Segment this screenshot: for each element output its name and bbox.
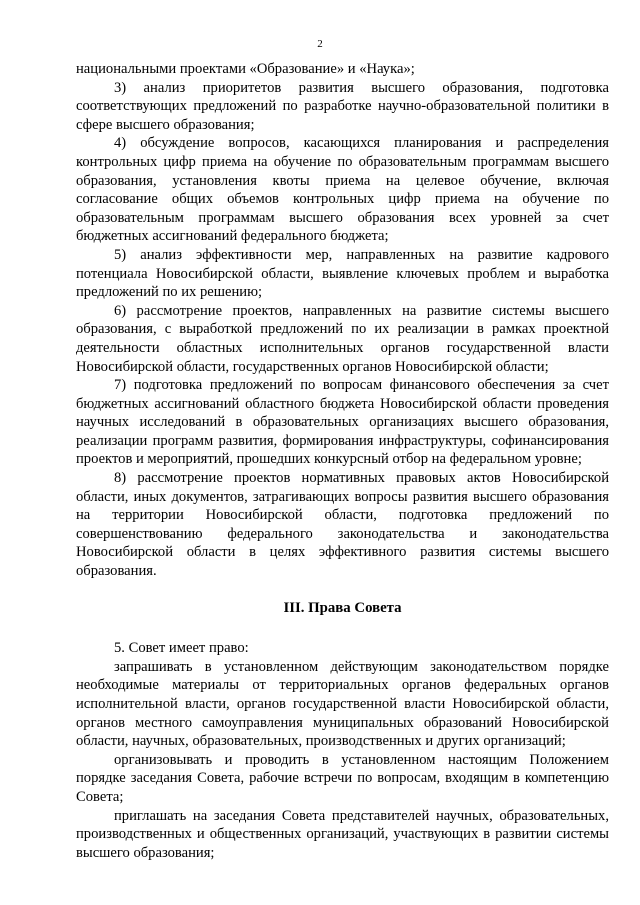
page-number: 2 [317,38,323,50]
document-body [76,60,609,862]
right-organize-meetings: организовывать и проводить в установленном настоящим Положением порядке заседания Совета, рабочие встречи по вопросам, входящим в компетенцию Совета; [76,751,609,805]
section-heading: III. Права Совета [283,599,402,616]
list-item-8: 8) рассмотрение проектов нормативных правовых актов Новосибирской области, иных документов, затрагивающих вопросы развития высшего образования на территории Новосибирской области, подготовка предложений по совершенствованию федерального законодательства и законодательства Новосибирской области в целях эффективного развития системы высшего образования. [76,470,609,580]
clause-5: 5. Совет имеет право: [114,640,249,657]
paragraph: национальными проектами «Образование» и «Наука»; [76,61,415,77]
list-item-5: 5) анализ эффективности мер, направленных на развитие кадрового потенциала Новосибирской области, выявление ключевых проблем и выработка предложений по их решению; [76,246,609,301]
list-item-6: 6) рассмотрение проектов, направленных на развитие системы высшего образования, с выработкой предложений по их реализации в рамках проектной деятельности областных исполнительных органов государственной власти Новосибирской области, государственных органов Новосибирской области; [76,302,609,375]
list-item-4: 4) обсуждение вопросов, касающихся планирования и распределения контрольных цифр приема на обучение по образовательным программам высшего образования, установления квоты приема на целевое обучение, включая согласование общих объемов контрольных цифр приема на обучение по образовательным программам высшего образования всех уровней за счет бюджетных ассигнований федерального бюджета; [76,135,609,245]
list-item-3: 3) анализ приоритетов развития высшего образования, подготовка соответствующих предложений по разработке научно-образовательной политики в сфере высшего образования; [76,79,609,133]
right-request-materials: запрашивать в установленном действующим законодательством порядке необходимые материалы от территориальных органов федеральных органов исполнительной власти, органов государственной власти Новосибирской области, органов местного самоуправления муниципальных образований Новосибирской области, научных, образовательных, производственных и других организаций; [76,658,609,750]
list-item-7: 7) подготовка предложений по вопросам финансового обеспечения за счет бюджетных ассигнований областного бюджета Новосибирской области проведения научных исследований в образовательных организациях высшего образования, реализации программ развития, формирования инфраструктуры, софинансирования проектов и мероприятий, прошедших конкурсный отбор на федеральном уровне; [76,377,609,468]
right-invite-representatives: приглашать на заседания Совета представителей научных, образовательных, производственных и общественных организаций, участвующих в развитии системы высшего образования; [76,807,609,861]
